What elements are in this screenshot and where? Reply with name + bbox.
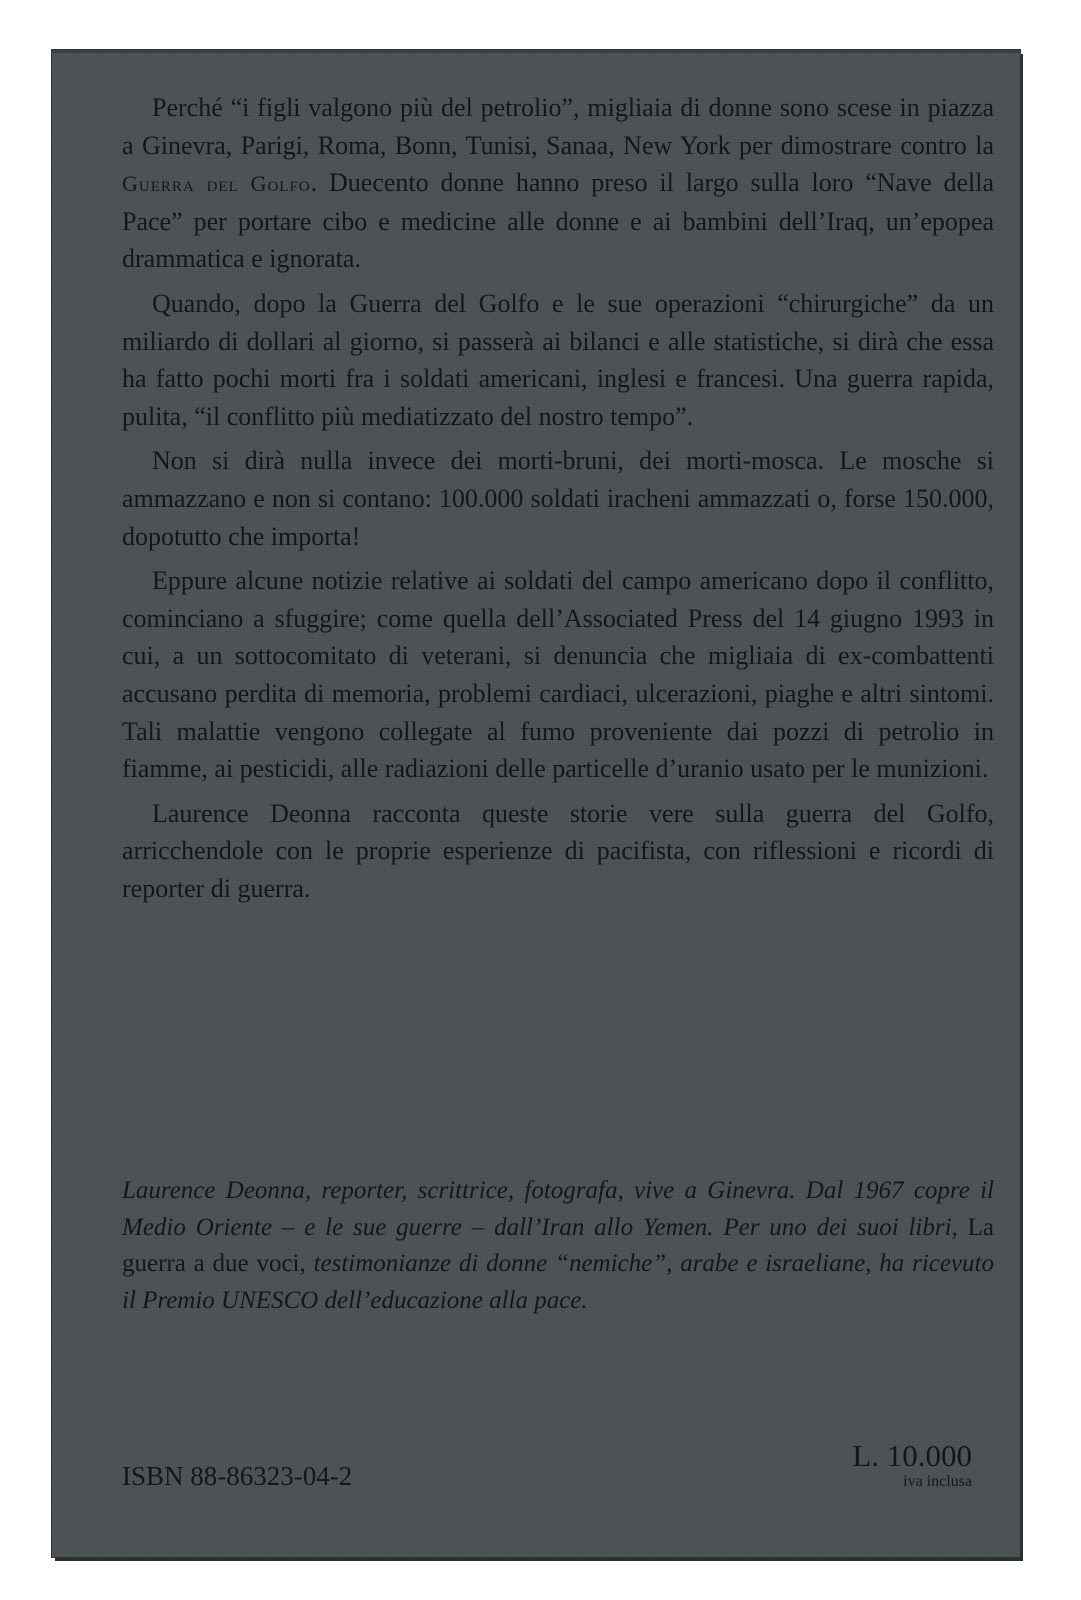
bio-text-end: testimonianze di donne “nemiche”, arabe e israeliane, ha ricevuto il Premio UNESCO dell’educazione alla pace.	[122, 1250, 994, 1314]
bio-text: Laurence Deonna, reporter, scrittrice, fotografa, vive a Ginevra. Dal 1967 copre il Medio Oriente – e le sue guerre – dall’Iran allo Yemen. Per uno dei suoi libri,	[122, 1177, 994, 1241]
author-bio	[122, 1173, 994, 1319]
back-cover	[52, 50, 1020, 1557]
blurb-p1-text-end: . Duecento donne hanno preso il largo sulla loro “Nave della Pace” per portare cibo e medicine alle donne e ai bambini dell’Iraq, un’epopea drammatica e ignorata.	[122, 168, 994, 274]
blurb-paragraph-1	[122, 89, 994, 278]
price-note: iva inclusa	[903, 1473, 972, 1490]
price-block	[852, 1439, 972, 1491]
blurb-paragraph-5: Laurence Deonna racconta queste storie vere sulla guerra del Golfo, arricchendole con le proprie esperienze di pacifista, con riflessioni e ricordi di reporter di guerra.	[122, 798, 994, 903]
blurb-paragraph-4: Eppure alcune notizie relative ai soldati del campo americano dopo il conflitto, cominciano a sfuggire; come quella dell’Associated Press del 14 giugno 1993 in cui, a un sottocomitato di veterani, si denuncia che migliaia di ex-combattenti accusano perdita di memoria, problemi cardiaci, ulcerazioni, piaghe e altri sintomi. Tali malattie vengono collegate al fumo proveniente dai pozzi di petrolio in fiamme, ai pesticidi, alle radiazioni delle particelle d’uranio usato per le munizioni.	[122, 566, 994, 784]
blurb-paragraph-2: Quando, dopo la Guerra del Golfo e le sue operazioni “chirurgiche” da un miliardo di dollari al giorno, si passerà ai bilanci e alle statistiche, si dirà che essa ha fatto pochi morti fra i soldati americani, inglesi e francesi. Una guerra rapida, pulita, “il conflitto più mediatizzato del nostro tempo”.	[122, 288, 994, 431]
blurb-p1-text: Perché “i figli valgono più del petrolio”, migliaia di donne sono scese in piazza a Ginevra, Parigi, Roma, Bonn, Tunisi, Sanaa, New York per dimostrare contro la	[122, 93, 994, 160]
price-amount: L. 10.000	[852, 1438, 972, 1473]
blurb-paragraph-3: Non si dirà nulla invece dei morti-bruni, dei morti-mosca. Le mosche si ammazzano e non si contano: 100.000 soldati iracheni ammazzati o, forse 150.000, dopotutto che importa!	[122, 446, 994, 551]
bio-book-title: La guerra a due voci,	[122, 1213, 994, 1277]
blurb-p1-smallcaps: Guerra del Golfo	[122, 171, 311, 197]
isbn: ISBN 88-86323-04-2	[122, 1461, 353, 1491]
blurb	[122, 89, 994, 914]
